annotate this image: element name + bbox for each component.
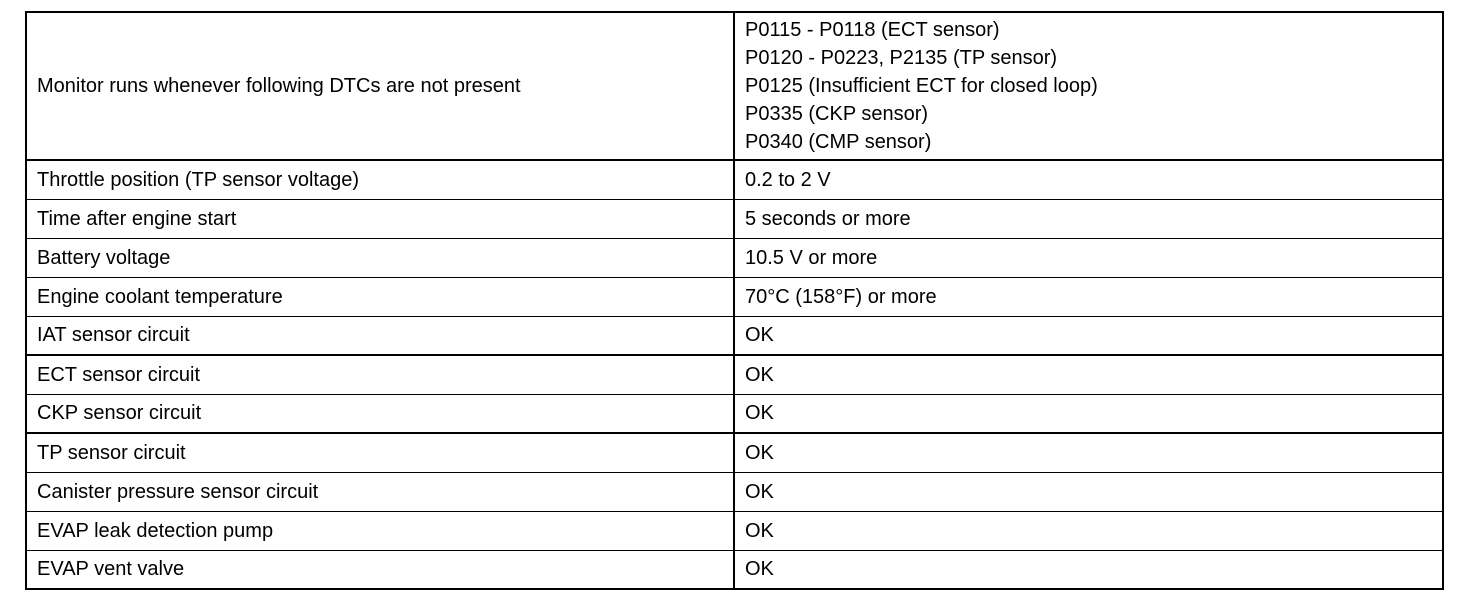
value-cell: 5 seconds or more bbox=[734, 199, 1443, 238]
value-cell: OK bbox=[734, 511, 1443, 550]
condition-cell: EVAP leak detection pump bbox=[26, 511, 734, 550]
table-row bbox=[26, 511, 1443, 550]
value-cell: 10.5 V or more bbox=[734, 238, 1443, 277]
dtc-line: P0125 (Insufficient ECT for closed loop) bbox=[745, 75, 1098, 97]
condition-cell: EVAP vent valve bbox=[26, 550, 734, 589]
dtc-line: P0340 (CMP sensor) bbox=[745, 131, 932, 153]
table-row bbox=[26, 433, 1443, 472]
condition-cell: Canister pressure sensor circuit bbox=[26, 472, 734, 511]
dtc-list-cell bbox=[734, 12, 1443, 160]
table-row bbox=[26, 394, 1443, 433]
condition-cell: IAT sensor circuit bbox=[26, 316, 734, 355]
table-row bbox=[26, 472, 1443, 511]
table-row bbox=[26, 550, 1443, 589]
value-cell: OK bbox=[734, 472, 1443, 511]
value-cell: OK bbox=[734, 433, 1443, 472]
condition-cell: Time after engine start bbox=[26, 199, 734, 238]
table-row bbox=[26, 238, 1443, 277]
dtc-line: P0335 (CKP sensor) bbox=[745, 103, 929, 125]
table-row bbox=[26, 355, 1443, 394]
dtc-line: P0120 - P0223, P2135 (TP sensor) bbox=[745, 47, 1058, 69]
table-row bbox=[26, 277, 1443, 316]
condition-cell: Battery voltage bbox=[26, 238, 734, 277]
condition-cell: TP sensor circuit bbox=[26, 433, 734, 472]
value-cell: 70°C (158°F) or more bbox=[734, 277, 1443, 316]
dtc-line: P0115 - P0118 (ECT sensor) bbox=[745, 19, 1000, 41]
table-row bbox=[26, 316, 1443, 355]
value-cell: OK bbox=[734, 394, 1443, 433]
value-cell: 0.2 to 2 V bbox=[734, 160, 1443, 199]
value-cell: OK bbox=[734, 355, 1443, 394]
condition-cell: Monitor runs whenever following DTCs are not present bbox=[26, 12, 734, 160]
table-row bbox=[26, 199, 1443, 238]
table-row bbox=[26, 12, 1443, 160]
value-cell: OK bbox=[734, 550, 1443, 589]
table-row bbox=[26, 160, 1443, 199]
condition-cell: Throttle position (TP sensor voltage) bbox=[26, 160, 734, 199]
condition-cell: ECT sensor circuit bbox=[26, 355, 734, 394]
condition-cell: CKP sensor circuit bbox=[26, 394, 734, 433]
conditions-table bbox=[25, 11, 1444, 590]
condition-cell: Engine coolant temperature bbox=[26, 277, 734, 316]
value-cell: OK bbox=[734, 316, 1443, 355]
